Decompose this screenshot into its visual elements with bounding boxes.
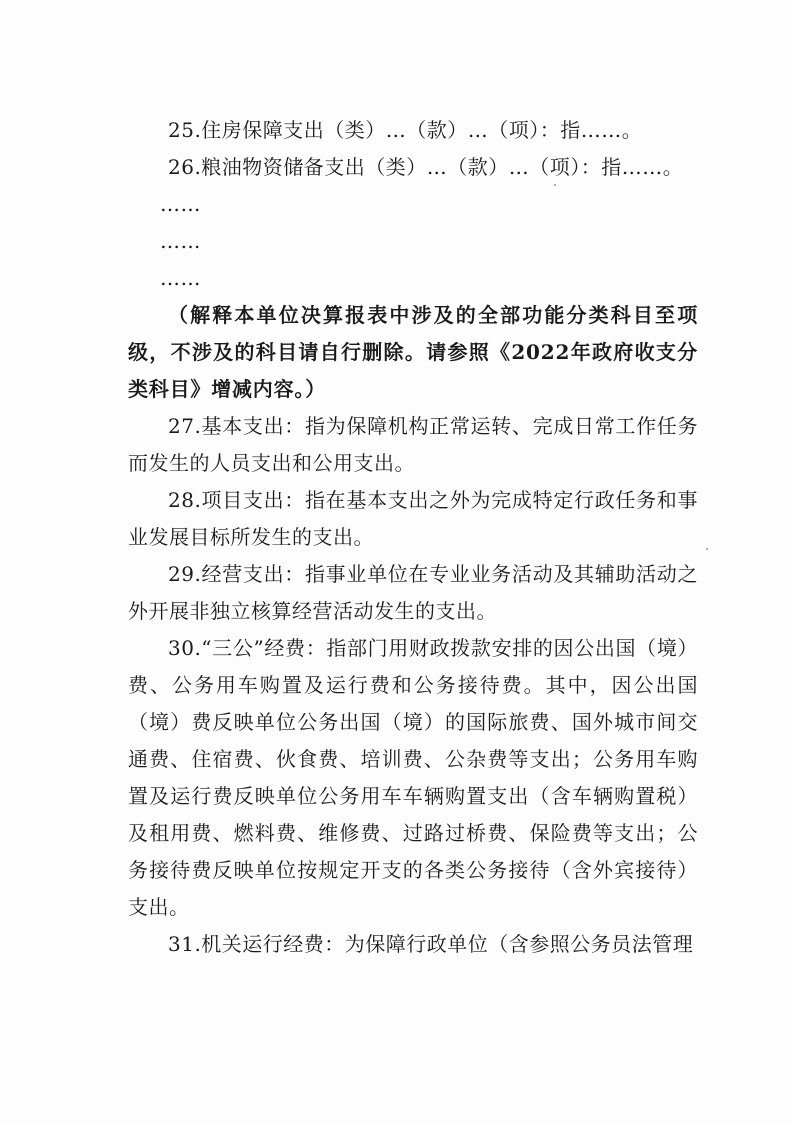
ellipsis-line: …… xyxy=(160,229,201,253)
item-29: 29.经营支出：指事业单位在专业业务活动及其辅助活动之外开展非独立核算经营活动发生的支出。 xyxy=(128,562,698,623)
item-27: 27.基本支出：指为保障机构正常运转、完成日常工作任务而发生的人员支出和公用支出。 xyxy=(128,414,698,475)
scan-speck xyxy=(706,548,708,550)
ellipsis-line: …… xyxy=(160,266,201,290)
item-28: 28.项目支出：指在基本支出之外为完成特定行政任务和事业发展目标所发生的支出。 xyxy=(128,488,698,549)
instruction-note: （解释本单位决算报表中涉及的全部功能分类科目至项级，不涉及的科目请自行删除。请参照《2022年政府收支分类科目》增减内容。） xyxy=(128,303,698,401)
document-body xyxy=(128,112,698,963)
item-31: 31.机关运行经费：为保障行政单位（含参照公务员法管理 xyxy=(168,932,694,956)
item-30: 30.“三公”经费：指部门用财政拨款安排的因公出国（境）费、公务用车购置及运行费和公务接待费。其中，因公出国（境）费反映单位公务出国（境）的国际旅费、国外城市间交通费、住宿费、伙食费、培训费、公杂费等支出；公务用车购置及运行费反映单位公务用车车辆购置支出（含车辆购置税）及租用费、燃料费、维修费、过路过桥费、保险费等支出；公务接待费反映单位按规定开支的各类公务接待（含外宾接待）支出。 xyxy=(128,636,698,919)
ellipsis-line: …… xyxy=(160,192,201,216)
item-26: 26.粮油物资储备支出（类）…（款）…（项）：指……。 xyxy=(168,155,684,179)
item-25: 25.住房保障支出（类）…（款）…（项）：指……。 xyxy=(168,118,643,142)
